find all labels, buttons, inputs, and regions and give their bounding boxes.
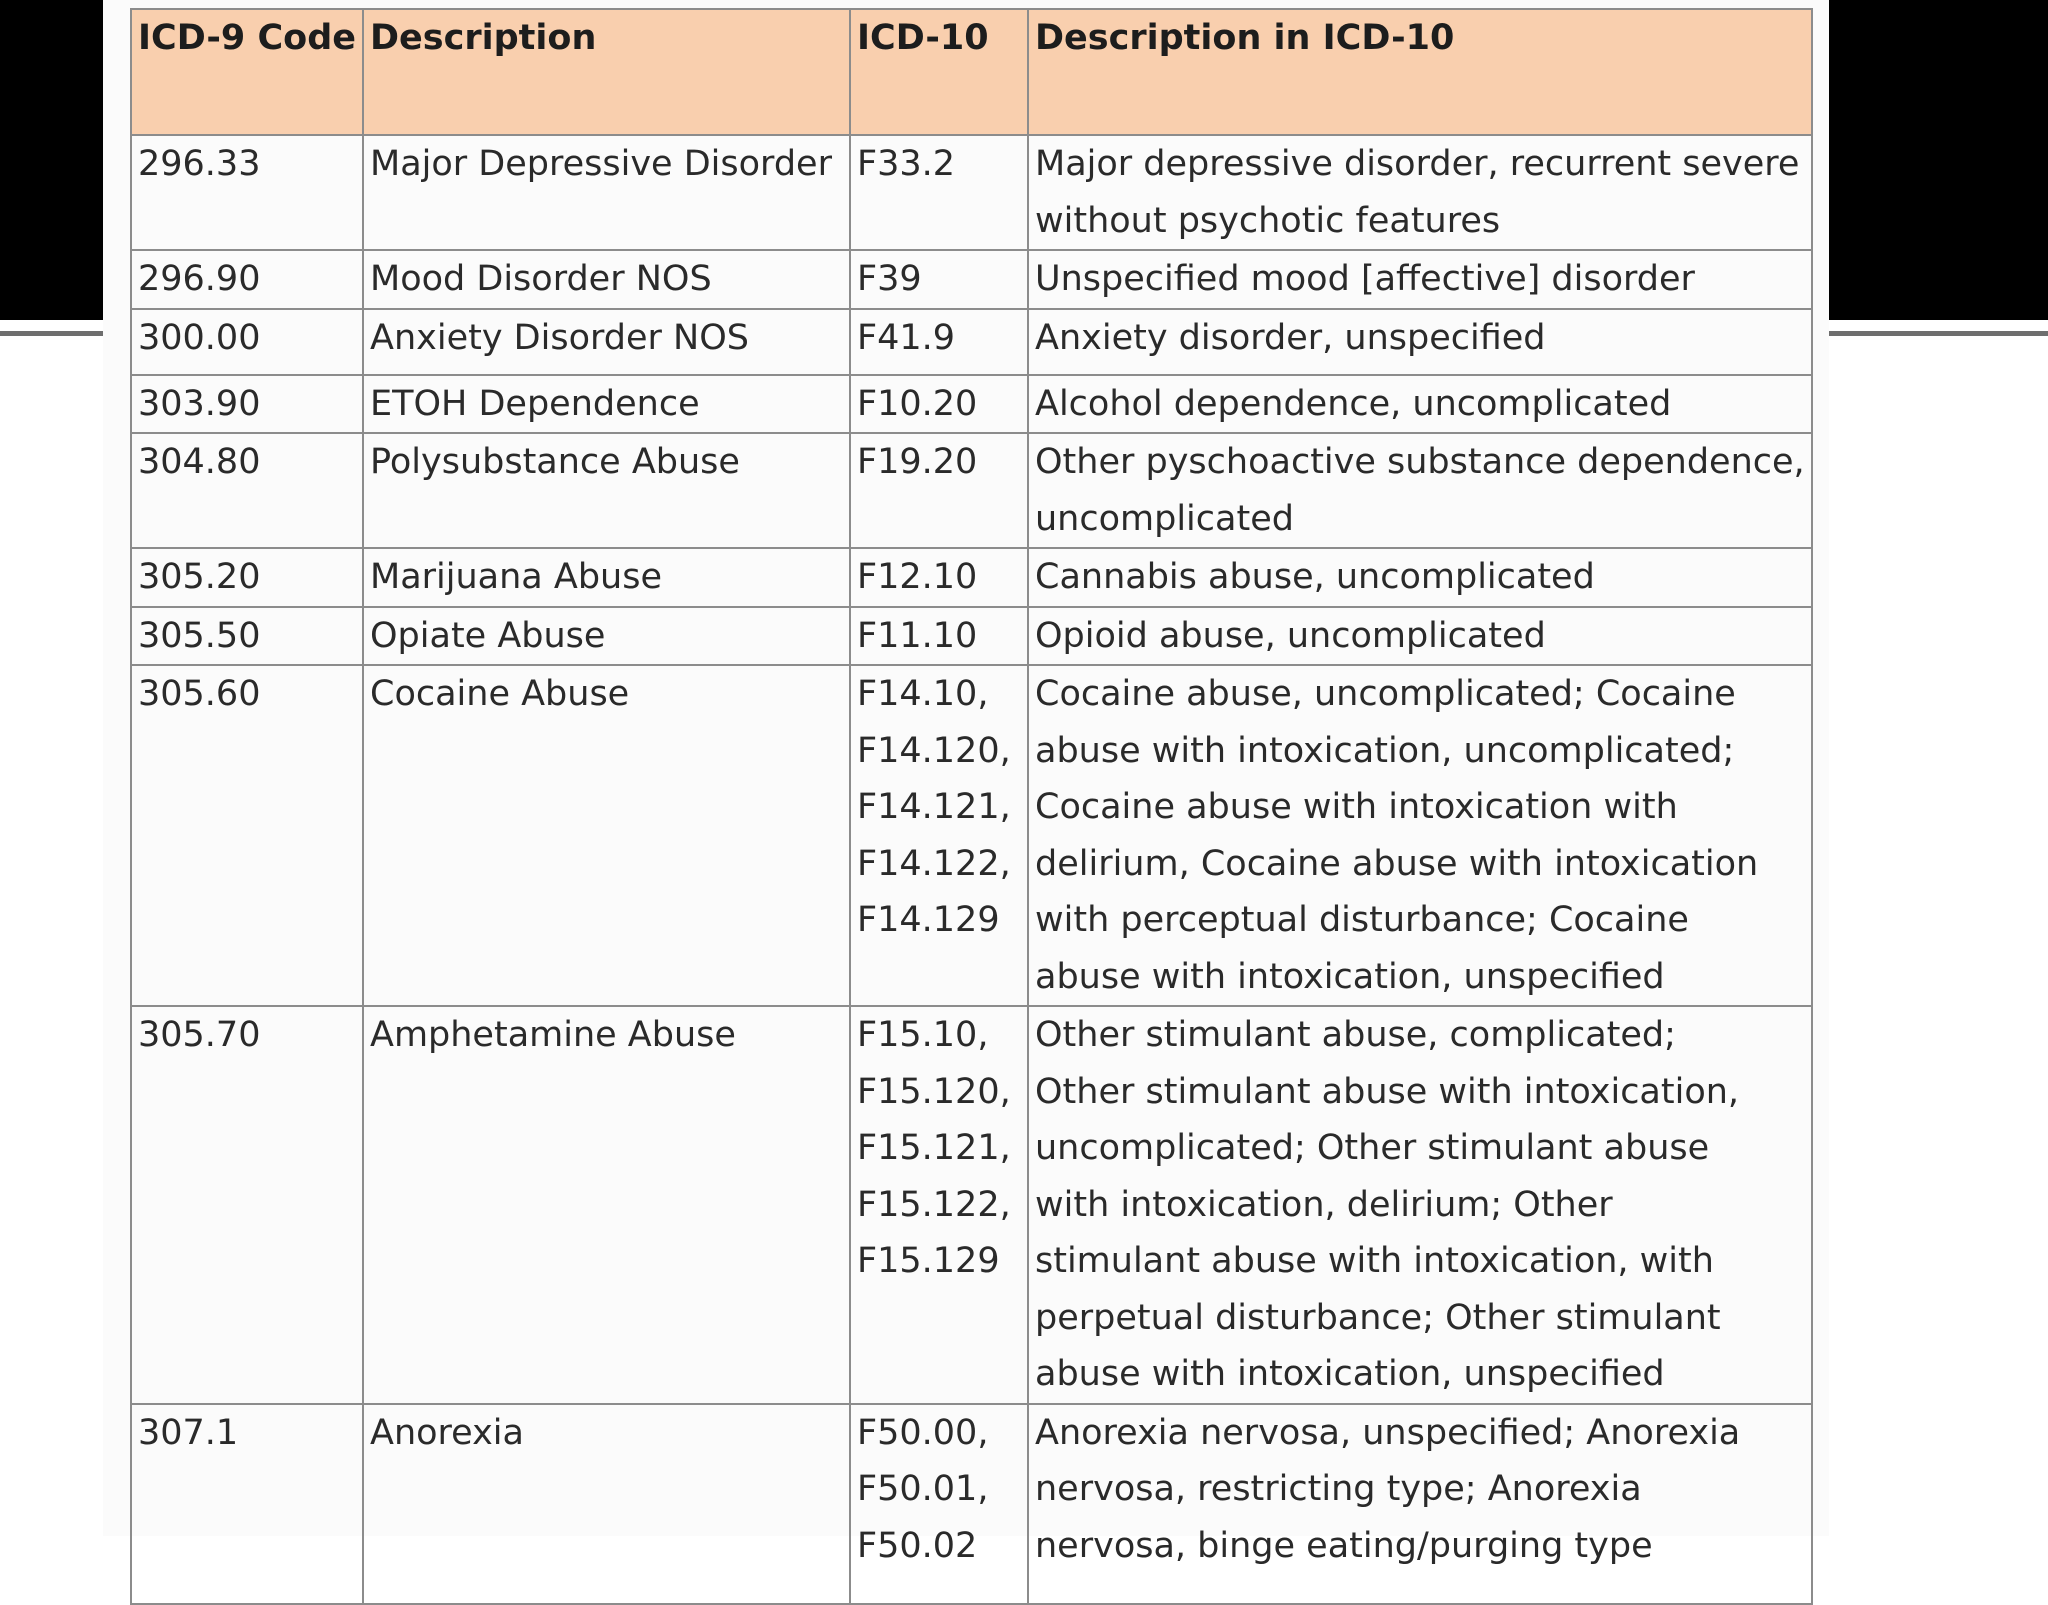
cell-description: Opiate Abuse xyxy=(363,607,850,666)
icd10-description-line: Opioid abuse, uncomplicated xyxy=(1035,615,1546,656)
cell-icd10 xyxy=(850,375,1028,434)
cell-description: Mood Disorder NOS xyxy=(363,250,850,309)
icd10-description-line: Anorexia nervosa, unspecified; Anorexia xyxy=(1035,1412,1741,1453)
cell-icd10 xyxy=(850,548,1028,607)
table-header-row xyxy=(131,9,1812,135)
header-icd10: ICD-10 xyxy=(850,9,1028,135)
table-row xyxy=(131,665,1812,1006)
table-row xyxy=(131,135,1812,250)
icd10-code: F15.122, xyxy=(857,1184,1011,1225)
cell-icd10 xyxy=(850,665,1028,1006)
cell-icd10 xyxy=(850,607,1028,666)
icd10-code: F15.121, xyxy=(857,1128,1011,1168)
icd10-description-line: abuse with intoxication, unspecified xyxy=(1035,956,1665,997)
left-black-bar xyxy=(0,0,103,320)
cell-icd10 xyxy=(850,250,1028,309)
icd10-code: F41.9 xyxy=(857,317,956,358)
icd10-description-line: Anxiety disorder, unspecified xyxy=(1035,317,1546,358)
cell-icd10-description xyxy=(1028,309,1812,375)
cell-icd10 xyxy=(850,433,1028,548)
icd10-code: F14.120, xyxy=(857,730,1011,771)
cell-icd10-description xyxy=(1028,665,1812,1006)
cell-description: Cocaine Abuse xyxy=(363,665,850,1006)
icd10-description-line: stimulant abuse with intoxication, with xyxy=(1035,1241,1714,1281)
cell-icd10 xyxy=(850,1404,1028,1604)
cell-icd10-description xyxy=(1028,548,1812,607)
icd10-description-line: with intoxication, delirium; Other xyxy=(1035,1184,1613,1225)
cell-icd9: 296.33 xyxy=(131,135,363,250)
cell-icd10 xyxy=(850,1006,1028,1404)
icd10-code: F11.10 xyxy=(857,615,978,656)
icd10-description-line: Alcohol dependence, uncomplicated xyxy=(1035,383,1672,424)
cell-icd10 xyxy=(850,309,1028,375)
icd10-description-line: Unspecified mood [affective] disorder xyxy=(1035,259,1695,299)
cell-description: Amphetamine Abuse xyxy=(363,1006,850,1404)
icd10-code: F14.121, xyxy=(857,787,1011,827)
icd10-description-line: abuse with intoxication, uncomplicated; xyxy=(1035,730,1735,771)
table-row xyxy=(131,433,1812,548)
table-row xyxy=(131,1404,1812,1604)
icd10-description-line: uncomplicated; Other stimulant abuse xyxy=(1035,1128,1710,1168)
cell-description: Anxiety Disorder NOS xyxy=(363,309,850,375)
cell-icd9: 300.00 xyxy=(131,309,363,375)
right-black-bar xyxy=(1829,0,2048,320)
icd10-code: F33.2 xyxy=(857,144,956,184)
cell-description: Marijuana Abuse xyxy=(363,548,850,607)
cell-icd9: 304.80 xyxy=(131,433,363,548)
icd10-description-line: Cocaine abuse with intoxication with xyxy=(1035,787,1678,827)
table-row xyxy=(131,1006,1812,1404)
icd10-code: F50.01, xyxy=(857,1469,989,1509)
table-row xyxy=(131,375,1812,434)
cell-icd10-description xyxy=(1028,135,1812,250)
cell-description: Polysubstance Abuse xyxy=(363,433,850,548)
icd10-description-line: perpetual disturbance; Other stimulant xyxy=(1035,1297,1721,1338)
icd10-code: F15.10, xyxy=(857,1015,989,1055)
icd10-code: F50.02 xyxy=(857,1525,978,1566)
icd10-description-line: with perceptual disturbance; Cocaine xyxy=(1035,900,1689,940)
cell-icd10-description xyxy=(1028,607,1812,666)
header-description-icd10: Description in ICD-10 xyxy=(1028,9,1812,135)
cell-icd9: 296.90 xyxy=(131,250,363,309)
icd10-code: F10.20 xyxy=(857,383,978,424)
cell-icd10-description xyxy=(1028,1404,1812,1604)
icd10-description-line: uncomplicated xyxy=(1035,498,1294,539)
icd10-code: F14.122, xyxy=(857,843,1011,884)
icd10-description-line: Other stimulant abuse, complicated; xyxy=(1035,1015,1676,1055)
icd10-description-line: Other stimulant abuse with intoxication, xyxy=(1035,1071,1740,1112)
icd10-code: F19.20 xyxy=(857,442,978,482)
cell-icd9: 305.60 xyxy=(131,665,363,1006)
cell-icd9: 303.90 xyxy=(131,375,363,434)
table-row xyxy=(131,607,1812,666)
cell-icd10-description xyxy=(1028,250,1812,309)
icd10-description-line: Other pyschoactive substance dependence, xyxy=(1035,442,1805,482)
icd10-description-line: Major depressive disorder, recurrent severe xyxy=(1035,144,1800,184)
icd10-code: F14.129 xyxy=(857,900,1000,940)
icd10-description-line: nervosa, restricting type; Anorexia xyxy=(1035,1469,1642,1509)
icd10-description-line: Cannabis abuse, uncomplicated xyxy=(1035,557,1595,597)
icd10-description-line: without psychotic features xyxy=(1035,200,1501,241)
icd10-code: F15.129 xyxy=(857,1241,1000,1281)
icd10-code: F14.10, xyxy=(857,674,989,714)
icd10-code: F12.10 xyxy=(857,557,978,597)
cell-icd10 xyxy=(850,135,1028,250)
cell-icd10-description xyxy=(1028,375,1812,434)
icd10-code: F50.00, xyxy=(857,1412,989,1453)
left-divider-rule xyxy=(0,331,103,336)
header-icd9-code: ICD-9 Code xyxy=(131,9,363,135)
icd10-code: F39 xyxy=(857,259,922,299)
icd-code-table xyxy=(130,8,1813,1605)
cell-icd10-description xyxy=(1028,1006,1812,1404)
cell-icd9: 305.50 xyxy=(131,607,363,666)
cell-description: Major Depressive Disorder xyxy=(363,135,850,250)
cell-icd9: 305.20 xyxy=(131,548,363,607)
icd10-description-line: delirium, Cocaine abuse with intoxication xyxy=(1035,843,1759,884)
cell-icd10-description xyxy=(1028,433,1812,548)
icd10-description-line: Cocaine abuse, uncomplicated; Cocaine xyxy=(1035,674,1736,714)
icd10-code: F15.120, xyxy=(857,1071,1011,1112)
header-description: Description xyxy=(363,9,850,135)
table-row xyxy=(131,250,1812,309)
cell-icd9: 305.70 xyxy=(131,1006,363,1404)
table-row xyxy=(131,548,1812,607)
cell-description: Anorexia xyxy=(363,1404,850,1604)
icd10-description-line: abuse with intoxication, unspecified xyxy=(1035,1354,1665,1394)
cell-icd9: 307.1 xyxy=(131,1404,363,1604)
cell-description: ETOH Dependence xyxy=(363,375,850,434)
icd10-description-line: nervosa, binge eating/purging type xyxy=(1035,1525,1653,1566)
table-row xyxy=(131,309,1812,375)
